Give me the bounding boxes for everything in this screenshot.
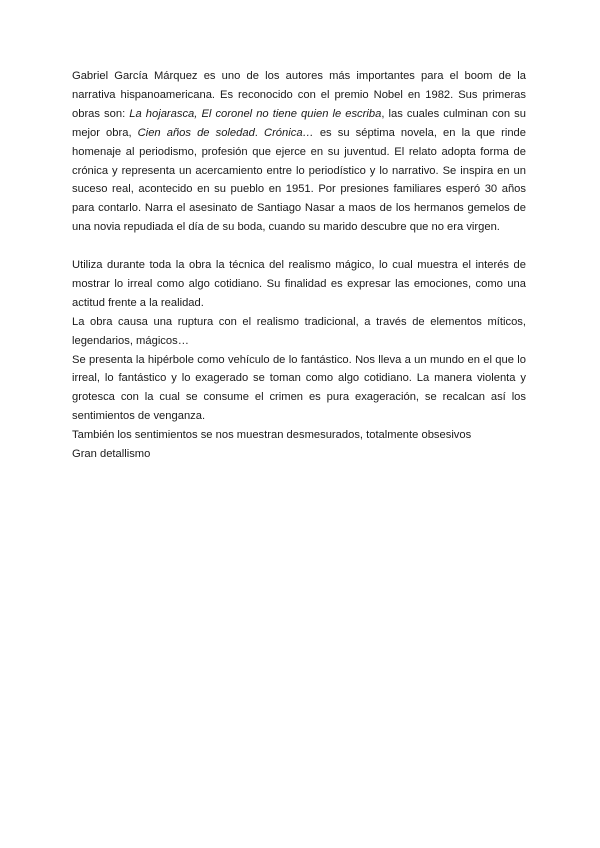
paragraph-spacer [72,237,526,256]
intro-text-2: , las cuales culminan con su mejor obra, [72,107,526,139]
intro-text-1: Gabriel García Márquez es uno de los autores más importantes para el boom de la narrativa hispanoamericana. Es reconocido con el premio Nobel en 1982. Sus primeras obras son: [72,70,526,120]
document-body [72,67,526,464]
paragraph-detallismo: Gran detallismo [72,448,151,461]
paragraph-hiperbole: Se presenta la hipérbole como vehículo de lo fantástico. Nos lleva a un mundo en el que lo irreal, lo fantástico y lo exagerado se toman como algo cotidiano. La manera violenta y grotesca con la cual se consume el crimen es pura exageración, se recalcan así los sentimientos de venganza. [72,353,526,423]
intro-text-4: es su séptima novela, en la que rinde homenaje al periodismo, profesión que ejerce en su juventud. El relato adopta forma de crónica y representa un acercamiento entre lo periodístico y lo narrativo. Se inspira en un suceso real, acontecido en su pueblo en 1951. Por presiones familiares esperó 30 años para contarlo. Narra el asesinato de Santiago Nasar a maos de los hermanos gemelos de una novia repudiada el día de su boda, cuando su marido descubre que no era virgen. [72,126,526,234]
work-title-cien-anos: Cien años de soledad [137,126,255,139]
paragraph-ruptura: La obra causa una ruptura con el realismo tradicional, a través de elementos míticos, legendarios, mágicos… [72,315,526,347]
paragraph-sentimientos: También los sentimientos se nos muestran desmesurados, totalmente obsesivos [72,429,472,442]
paragraph-realismo-magico: Utiliza durante toda la obra la técnica del realismo mágico, lo cual muestra el interés de mostrar lo irreal como algo cotidiano. Su finalidad es expresar las emociones, como una actitud frente a la realidad. [72,259,526,309]
paragraph-intro [72,67,526,237]
work-title-cronica: Crónica… [264,126,314,139]
intro-text-3: . [254,126,264,139]
work-titles-early: La hojarasca, El coronel no tiene quien le escriba [129,107,382,120]
